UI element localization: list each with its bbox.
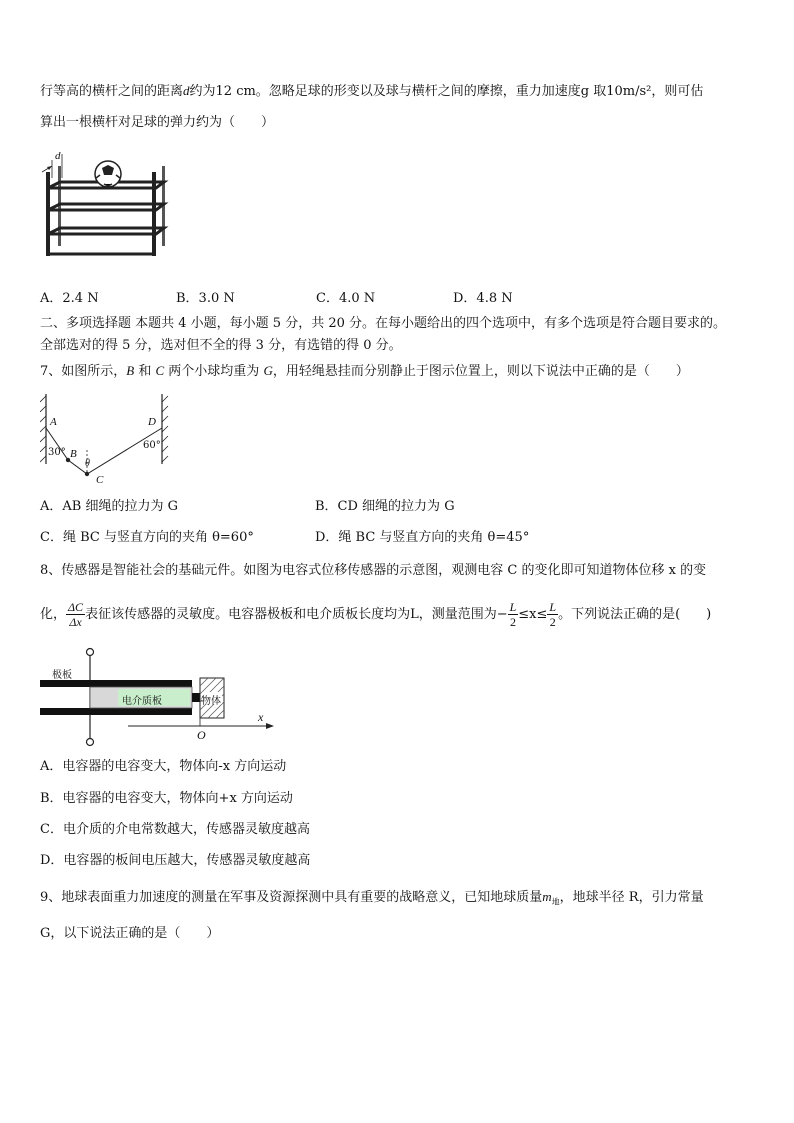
q8-range-low [508,600,519,629]
q7-label-d: D [148,416,156,428]
q8-range-num: L [549,600,557,614]
q7-label-a: A [50,416,57,428]
q9-text: 9、地球表面重力加速度的测量在军事及资源探测中具有重要的战略意义，已知地球质量 [40,890,543,905]
q7-option-b[interactable]: B．CD 细绳的拉力为 G [315,499,455,514]
q8-sensitivity-fraction [66,600,85,629]
q7-angle-30: 30° [48,447,66,458]
q8-option-c[interactable]: C．电介质的介电常数越大，传感器灵敏度越高 [40,822,310,837]
q7-text: 两个小球均重为 [164,364,264,379]
q9-stem-line2: G，以下说法正确的是（ ） [40,926,220,941]
q6-option-c[interactable]: C．4.0 N [316,291,376,306]
q8-label-origin: O [197,728,206,742]
q6-text: 行等高的横杆之间的距离 [40,84,184,99]
q6-figure-rack [38,148,178,272]
q8-label-object: 物体 [201,696,221,707]
q8-stem-line1: 8、传感器是智能社会的基础元件。如图为电容式位移传感器的示意图，观测电容 C 的变化即可知道物体位移 x 的变 [40,563,707,578]
q6-option-a[interactable]: A．2.4 N [40,291,99,306]
q6-stem-line1 [40,82,703,101]
q8-range-den: 2 [549,615,556,629]
q8-text: 表征该传感器的灵敏度。电容器极板和电介质板长度均为L，测量范围为− [85,607,508,622]
q8-text: 化， [40,607,67,622]
q7-var-c: C [155,363,165,378]
q6-stem-line2: 算出一根横杆对足球的弹力约为（ ） [40,115,275,130]
q8-option-a[interactable]: A．电容器的电容变大，物体向-x 方向运动 [40,759,287,774]
q7-stem [40,362,689,381]
q8-label-dielectric: 电介质板 [122,696,162,707]
q7-text: 和 [134,364,156,379]
q7-option-a[interactable]: A．AB 细绳的拉力为 G [40,499,178,514]
q9-stem-line1 [40,888,704,912]
q8-text: 。下列说法正确的是( ) [558,607,712,622]
q9-text: ，地球半径 R，引力常量 [559,890,704,905]
q9-mass-symbol: m [542,889,552,904]
q8-range-num: L [509,600,517,614]
q8-label-x: x [258,710,264,724]
section2-line1: 二、多项选择题 本题共 4 小题，每小题 5 分，共 20 分。在每小题给出的四个选项中，有多个选项是符合题目要求的。 [40,316,727,331]
q7-var-b: B [126,363,135,378]
section2-line2: 全部选对的得 5 分，选对但不全的得 3 分，有选错的得 0 分。 [40,338,402,353]
q8-option-b[interactable]: B．电容器的电容变大，物体向+x 方向运动 [40,791,293,806]
q7-option-c[interactable]: C．绳 BC 与竖直方向的夹角 θ=60° [40,530,254,545]
q6-var-d: d [183,83,190,98]
q7-text: ，用轻绳悬挂而分别静止于图示位置上，则以下说法中正确的是（ ） [272,364,689,379]
q6-figure-label-d: d [55,150,61,162]
q7-theta: θ [85,458,90,469]
q8-range-den: 2 [509,615,516,629]
q6-option-b[interactable]: B．3.0 N [176,291,235,306]
q8-text: ≤x≤ [518,607,548,622]
q7-text: 7、如图所示， [40,364,127,379]
q8-frac-num: ΔC [68,600,84,614]
q8-range-high [547,600,558,629]
q7-var-g: G [263,363,273,378]
q8-frac-den: Δx [69,615,82,629]
q7-option-d[interactable]: D．绳 BC 与竖直方向的夹角 θ=45° [315,530,530,545]
q6-option-d[interactable]: D．4.8 N [453,291,513,306]
q7-label-c: C [96,474,104,486]
q9-mass-subscript: 地 [551,897,560,907]
q6-text: 约为12 cm。忽略足球的形变以及球与横杆之间的摩擦，重力加速度g 取10m/s²，则可估 [189,84,704,99]
q8-stem-line2 [40,598,711,632]
q7-label-b: B [70,448,77,460]
q7-angle-60: 60° [143,440,161,451]
q8-label-plate: 极板 [52,670,72,681]
q8-option-d[interactable]: D．电容器的板间电压越大，传感器灵敏度越高 [40,853,311,868]
